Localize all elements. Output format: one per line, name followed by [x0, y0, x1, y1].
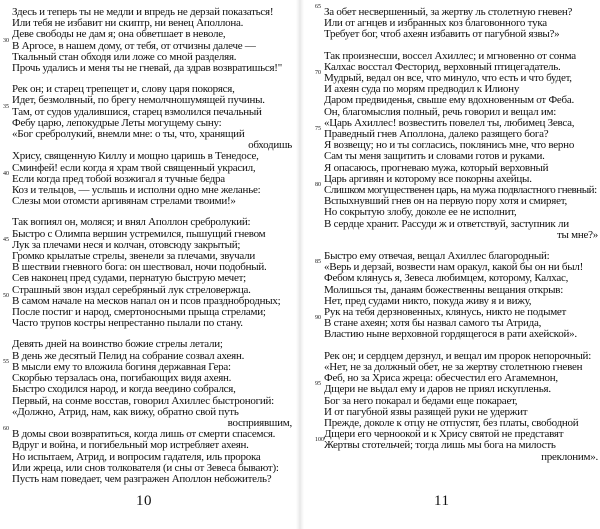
verse-text: Сев наконец пред судами, пернатую быструю мечет;	[12, 272, 246, 285]
stanza	[3, 6, 292, 75]
verse-text: Быстро сходился народ, и когда веедино собрался,	[12, 383, 236, 396]
line-number: 45	[3, 236, 9, 243]
verse-text: Даром предвиденья, свыше ему вдохновенным от Феба.	[324, 94, 575, 107]
verse-text: Часто трупов костры непрестанно пылали по стану.	[12, 317, 243, 330]
stanza	[315, 4, 598, 41]
verse-text: Феб, но за Хриса жреца: обесчестил его Агамемнон,	[324, 372, 558, 385]
verse-text: Деве свободы не дам я; она обветшает в неволе,	[12, 28, 226, 41]
verse-text: Коз и тельцов, — услышь и исполни одно мне желанье:	[12, 184, 261, 197]
verse-text: Рук на тебя дерзновенных, клянусь, никто не подымет	[324, 306, 567, 319]
verse-text: Требует бог, чтоб ахеян избавить от пагубной язвы?»	[324, 28, 560, 41]
verse-text: Так произнесши, воссел Ахиллес; и мгновенно от сонма	[324, 49, 576, 62]
verse-text: Лук за плечами неся и колчан, отовсюду закрытый;	[12, 238, 241, 251]
verse-text: Или от агнцев и избранных коз благовонного тука	[324, 17, 547, 30]
verse-text: Здесь и теперь ты не медли и впредь не дерзай показаться!	[12, 6, 274, 18]
verse-text: Прочь удались и меня ты не гневай, да здрав возвратишься!"	[12, 62, 282, 75]
verse-text: Вдруг и война, и погибельный мор истребляет ахеян.	[12, 439, 249, 452]
verse-text: Я возвещу; но и ты согласись, поклянись мне, что верно	[324, 139, 575, 152]
verse-text: Я опасаюсь, прогневаю мужа, который верховный	[324, 161, 549, 174]
verse-line	[324, 230, 598, 241]
verse-text: Но испытаем, Атрид, и вопросим гадателя, иль пророка	[12, 450, 261, 463]
verse-text: Жертвы стотельчей; тогда лишь мы бога на милость	[324, 439, 556, 452]
verse-text: После постиг и народ, смертоносными прыща стрелами;	[12, 306, 266, 319]
verse-text: Сам ты меня защитить и словами готов и руками.	[324, 150, 545, 163]
verse-text: Царь аргивян и которому все покорны ахейцы.	[324, 172, 532, 185]
line-number: 95	[315, 381, 321, 388]
verse-line	[324, 452, 598, 463]
left-page-number: 10	[136, 493, 152, 509]
verse-text: восприявшим,	[227, 416, 292, 429]
verse-text: Хрису, священную Киллу и мощно царишь в Тенедосе,	[12, 150, 259, 163]
line-number: 40	[3, 170, 9, 177]
right-text-column	[315, 4, 598, 473]
verse-text: Там, от судов удалившися, старец взмолился печальный	[12, 105, 262, 118]
verse-text: Первый, на сонме восстав, говорил Ахиллес быстроногий:	[12, 394, 274, 407]
left-text-column	[3, 6, 292, 495]
verse-text: Слишком могущественен царь, на мужа подвластного гневный:	[324, 184, 597, 197]
verse-text: Скорбью терзалась она, погибающих видя ахеян.	[12, 372, 232, 385]
verse-text: В сердце хранит. Рассуди ж и ответствуй, заступник ли	[324, 217, 569, 230]
verse-line	[324, 329, 598, 340]
verse-text: Быстро ему отвечая, вещал Ахиллес благородный:	[324, 250, 550, 263]
verse-line	[12, 474, 292, 485]
stanza	[315, 349, 598, 463]
stanza	[315, 250, 598, 341]
verse-line	[12, 196, 292, 207]
right-page-number: 11	[434, 493, 450, 509]
verse-text: Нет, пред судами никто, покуда живу я и вижу,	[324, 294, 532, 307]
verse-text: Громко крылатые стрелы, звенели за плечами, звучали	[12, 250, 255, 263]
verse-text: Сминфей! если когда я храм твой священный украсил,	[12, 161, 256, 174]
verse-text: Рек он; и старец трепещет и, слову царя покоряся,	[12, 83, 235, 96]
verse-text: Страшный звон издал серебряный лук стреловержца.	[12, 283, 251, 296]
verse-text: Но сокрытую злобу, доколе ее не исполнит,	[324, 206, 517, 219]
verse-text: В Аргосе, в нашем дому, от тебя, от отчизны далече —	[12, 39, 256, 52]
verse-text: Или тебя не избавит ни скиптр, ни венец Аполлона.	[12, 17, 244, 30]
stanza	[315, 49, 598, 241]
verse-text: Слезы мои отомсти аргивянам стрелами твоими!»	[12, 195, 236, 208]
verse-text: В день же десятый Пелид на собрание созвал ахеян.	[12, 349, 245, 362]
verse-text: В шествии гневного бога: он шествовал, ночи подобный.	[12, 261, 267, 274]
verse-text: Фебом клянусь я, Зевеса любимцем, которому, Калхас,	[324, 272, 569, 285]
verse-text: преклоним».	[541, 450, 598, 463]
verse-text: Пусть нам поведает, чем разгражен Аполлон небожитель?	[12, 472, 272, 485]
verse-text: Вспыхнувший гнев он на первую пору хотя и смиряет,	[324, 195, 567, 208]
line-number: 70	[315, 70, 321, 77]
line-number: 90	[315, 315, 321, 322]
verse-text: Прежде, доколе к отцу не отпустят, без платы, свободной	[324, 416, 579, 429]
verse-text: «Нет, не за должный обет, не за жертву столетнюю гневен	[324, 360, 583, 373]
verse-text: ты мне?»	[556, 228, 598, 241]
verse-text: Ткальный стан обходя или ложе со мной разделяя.	[12, 50, 237, 63]
line-number: 80	[315, 182, 321, 189]
line-number: 100	[315, 437, 324, 444]
verse-text: Властию ныне верховной гордящегося в рати ахейской».	[324, 328, 577, 341]
verse-text: Дщери его черноокой и к Хрису святой не представят	[324, 428, 564, 441]
verse-text: В домы свои возвратиться, когда лишь от смерти спасемся.	[12, 428, 276, 441]
verse-text: Если когда пред тобой возжигал я тучные бедра	[12, 172, 225, 185]
verse-text: Дщери не выдал ему и даров не приял искупленья.	[324, 383, 551, 396]
verse-text: Бог за него покарал и бедами еще покарает,	[324, 394, 518, 407]
verse-text: «Должно, Атрид, нам, как вижу, обратно свой путь	[12, 405, 239, 418]
line-number: 75	[315, 126, 321, 133]
verse-text: И от пагубной язвы разящей руки не удержит	[324, 405, 528, 418]
verse-text: Рек он; и сердцем дерзнул, и вещал им пророк непорочный:	[324, 349, 591, 362]
verse-text: Быстро с Олимпа вершин устремился, пышущий гневом	[12, 227, 266, 240]
verse-text: Праведный гнев Аполлона, далеко разящего бога?	[324, 128, 549, 141]
verse-text: Мудрый, ведал он все, что минуло, что есть и что будет,	[324, 72, 572, 85]
verse-text: За обет несвершенный, за жертву ль столетную гневен?	[324, 6, 573, 18]
line-number: 35	[3, 103, 9, 110]
verse-text: Он, благомыслия полный, речь говорил и вещал им:	[324, 105, 556, 118]
verse-text: Девять дней на воинство божие стрелы летали;	[12, 338, 223, 351]
stanza	[3, 216, 292, 330]
line-number: 85	[315, 259, 321, 266]
verse-text: Фебу царю, лепокудрые Леты могущему сыну:	[12, 116, 222, 129]
verse-line	[12, 318, 292, 329]
verse-line	[324, 29, 598, 40]
verse-text: В стане ахеян; хотя бы назвал самого ты Атрида,	[324, 317, 542, 330]
verse-text: В самом начале на месков напал он и псов празднобродных;	[12, 294, 281, 307]
verse-text: И ахеян суда по морям предводил к Илиону	[324, 83, 520, 96]
verse-text: обходишь	[248, 139, 292, 152]
verse-text: «Бог сребролукий, внемли мне: о ты, что, хранящий	[12, 128, 245, 141]
verse-text: Идет, безмолвный, по брегу немолчношумящей пучины.	[12, 94, 265, 107]
verse-text: «Верь и дерзай, возвести нам оракул, какой бы он ни был!	[324, 261, 584, 274]
line-number: 60	[3, 426, 9, 433]
verse-text: В мысли ему то вложила богиня державная Гера:	[12, 360, 231, 373]
verse-text: Или жреца, или снов толкователя (и сны от Зевеса бывают):	[12, 461, 279, 474]
verse-text: «Царь Ахиллес! возвестить повелел ты, любимец Зевса,	[324, 116, 575, 129]
stanza	[3, 338, 292, 485]
line-number: 55	[3, 358, 9, 365]
verse-text: Молишься ты, данаям божественны вещания открыв:	[324, 283, 564, 296]
line-number: 50	[3, 292, 9, 299]
line-number: 30	[3, 37, 9, 44]
stanza	[3, 83, 292, 208]
verse-text: Так вопиял он, моляся; и внял Аполлон сребролукий:	[12, 216, 251, 229]
line-number: 65	[315, 4, 321, 10]
verse-line	[12, 63, 292, 74]
book-gutter	[296, 0, 304, 529]
verse-text: Калхас восстал Фесторид, верховный птицегадатель.	[324, 60, 561, 73]
